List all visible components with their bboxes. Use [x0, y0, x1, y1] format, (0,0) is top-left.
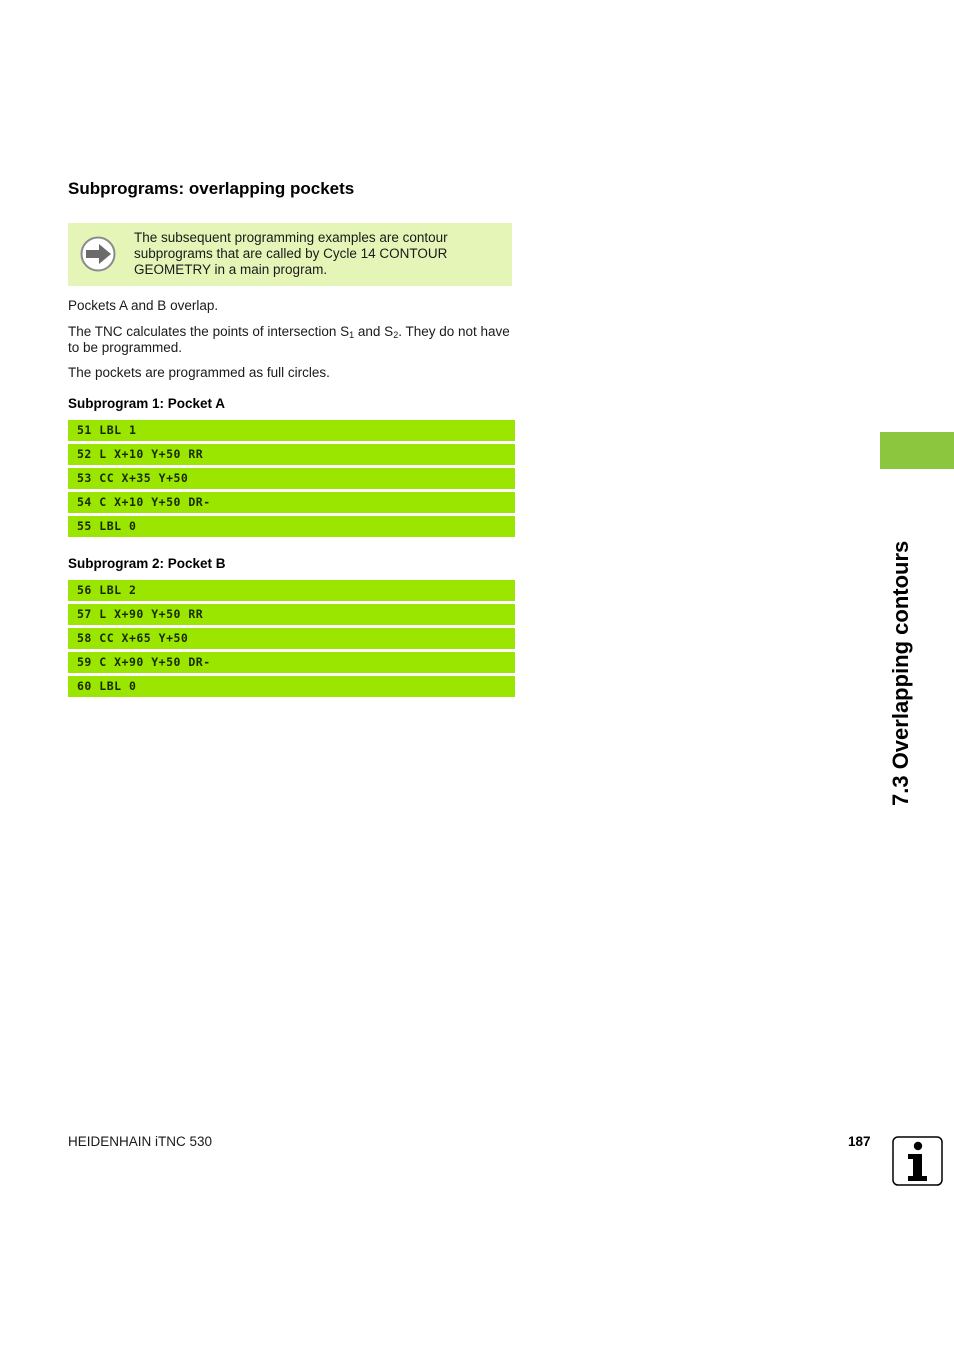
- paragraph-intersection: The TNC calculates the points of intersection $S_1$ and $S_2$. They do not have to be programmed.: [68, 324, 510, 355]
- section-title-vertical: 7.3 Overlapping contours: [888, 540, 913, 806]
- code-line: 51 LBL 1: [68, 420, 515, 441]
- page-number: 187: [848, 1134, 871, 1149]
- code-line: 56 LBL 2: [68, 580, 515, 601]
- subprogram-b-title: Subprogram 2: Pocket B: [68, 556, 226, 571]
- code-line: 54 C X+10 Y+50 DR-: [68, 492, 515, 513]
- code-line: 53 CC X+35 Y+50: [68, 468, 515, 489]
- note-box: [68, 223, 512, 286]
- paragraph-overlap: Pockets A and B overlap.: [68, 298, 219, 313]
- note-text: The subsequent programming examples are contour subprograms that are called by Cycle 14 CONTOUR GEOMETRY in a main program.: [134, 230, 448, 277]
- section-tab-marker: [880, 432, 954, 469]
- info-icon: [892, 1136, 943, 1186]
- code-block-pocket-a: [68, 420, 515, 540]
- footer-product: HEIDENHAIN iTNC 530: [68, 1134, 213, 1149]
- code-line: 57 L X+90 Y+50 RR: [68, 604, 515, 625]
- code-line: 60 LBL 0: [68, 676, 515, 697]
- paragraph-full-circles: The pockets are programmed as full circles.: [68, 365, 330, 380]
- section-heading: Subprograms: overlapping pockets: [68, 179, 355, 198]
- code-line: 59 C X+90 Y+50 DR-: [68, 652, 515, 673]
- code-line: 58 CC X+65 Y+50: [68, 628, 515, 649]
- code-line: 52 L X+10 Y+50 RR: [68, 444, 515, 465]
- code-block-pocket-b: [68, 580, 515, 700]
- code-line: 55 LBL 0: [68, 516, 515, 537]
- subprogram-a-title: Subprogram 1: Pocket A: [68, 396, 226, 411]
- arrow-right-icon: [80, 236, 116, 272]
